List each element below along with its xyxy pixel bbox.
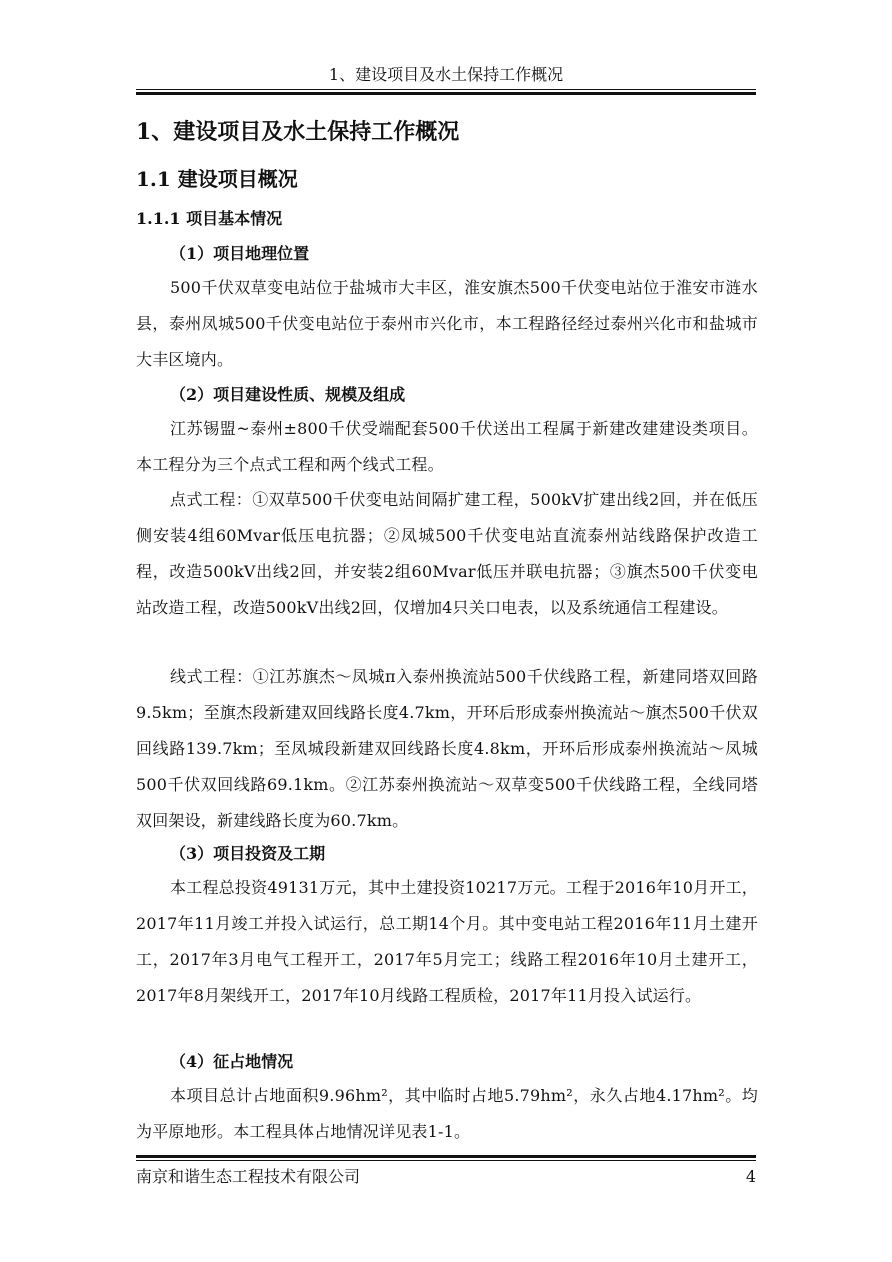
footer-page-number: 4 [745, 1167, 756, 1186]
item-heading-location: （1）项目地理位置 [170, 244, 310, 263]
footer-company: 南京和谐生态工程技术有限公司 [136, 1167, 361, 1186]
paragraph-investment: 本工程总投资49131万元，其中土建投资10217万元。工程于2016年10月开工，2017年11月竣工并投入试运行，总工期14个月。其中变电站工程2016年11月土建开工，2017年3月电气工程开工，2017年5月完工；线路工程2016年10月土建开工，2017年8月架线开工，2017年10月线路工程质检，2017年11月投入试运行。 [136, 878, 758, 1005]
item-heading-investment: （3）项目投资及工期 [170, 844, 326, 863]
item-heading-nature-scale: （2）项目建设性质、规模及组成 [170, 385, 406, 404]
footer-rule-thin [136, 1160, 756, 1161]
section-heading: 1.1 建设项目概况 [136, 167, 298, 191]
paragraph-location: 500千伏双草变电站位于盐城市大丰区，淮安旗杰500千伏变电站位于淮安市涟水县，泰州凤城500千伏变电站位于泰州市兴化市，本工程路径经过泰州兴化市和盐城市大丰区境内。 [136, 278, 758, 369]
footer-rule-thick [136, 1155, 756, 1158]
page-header-title: 1、建设项目及水土保持工作概况 [328, 65, 564, 84]
header-rule-thin [136, 89, 756, 90]
paragraph-land-use: 本项目总计占地面积9.96hm²，其中临时占地5.79hm²，永久占地4.17hm²。均为平原地形。本工程具体占地情况详见表1-1。 [136, 1086, 758, 1141]
subsection-heading: 1.1.1 项目基本情况 [136, 209, 283, 228]
paragraph-nature: 江苏锡盟~泰州±800千伏受端配套500千伏送出工程属于新建改建建设类项目。本工程分为三个点式工程和两个线式工程。 [136, 419, 758, 474]
chapter-heading: 1、建设项目及水土保持工作概况 [136, 119, 460, 145]
paragraph-point-projects: 点式工程：①双草500千伏变电站间隔扩建工程，500kV扩建出线2回，并在低压侧安装4组60Mvar低压电抗器；②凤城500千伏变电站直流泰州站线路保护改造工程，改造500kV出线2回，并安装2组60Mvar低压并联电抗器；③旗杰500千伏变电站改造工程，改造500kV出线2回，仅增加4只关口电表，以及系统通信工程建设。 [136, 490, 758, 617]
item-heading-land-use: （4）征占地情况 [170, 1052, 294, 1071]
paragraph-line-projects: 线式工程：①江苏旗杰～凤城π入泰州换流站500千伏线路工程，新建同塔双回路9.5km；至旗杰段新建双回线路长度4.7km，开环后形成泰州换流站～旗杰500千伏双回线路139.7km；至凤城段新建双回线路长度4.8km，开环后形成泰州换流站～凤城500千伏双回线路69.1km。②江苏泰州换流站～双草变500千伏线路工程，全线同塔双回架设，新建线路长度为60.7km。 [136, 667, 758, 830]
header-rule-thick [136, 92, 756, 95]
